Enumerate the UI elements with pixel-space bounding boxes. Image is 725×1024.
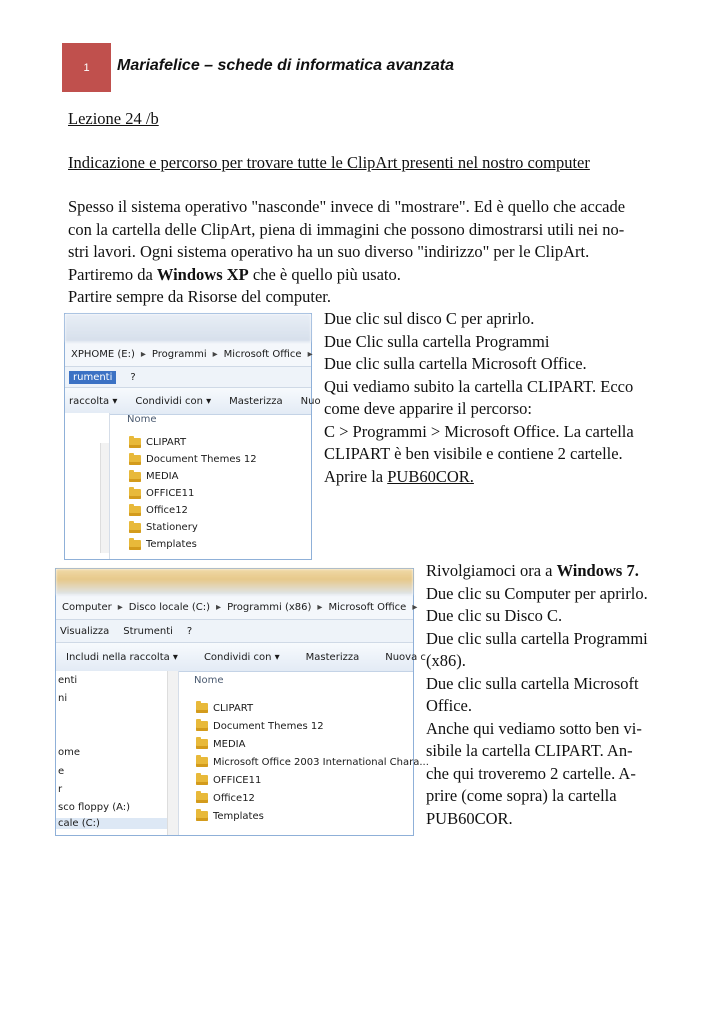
folder-label: CLIPART [146, 437, 187, 448]
folder-icon [129, 455, 141, 465]
intro-line: stri lavori. Ogni sistema operativo ha un suo diverso "indirizzo" per le ClipArt. [68, 242, 590, 261]
folder-item[interactable] [129, 451, 257, 468]
document-header-title: Mariafelice – schede di informatica avanzata [117, 57, 455, 74]
intro-paragraph [68, 196, 658, 309]
instruction-line [324, 466, 654, 489]
folder-icon [196, 775, 208, 785]
instruction-text: Aprire la [324, 466, 388, 486]
folder-label: MEDIA [213, 738, 246, 750]
path-segment: Disco locale (C:) [128, 601, 211, 613]
folder-icon [129, 472, 141, 482]
scrollbar[interactable] [167, 671, 178, 835]
intro-line: Spesso il sistema operativo "nasconde" invece di "mostrare". Ed è quello che accade [68, 197, 626, 216]
instruction-line: sibile la cartella CLIPART. An- [426, 741, 633, 760]
folder-label: Document Themes 12 [146, 454, 257, 465]
title-bar [56, 569, 413, 595]
navigation-pane [65, 413, 110, 559]
nav-item[interactable]: r [58, 784, 63, 795]
menu-visualizza[interactable]: Visualizza [60, 625, 110, 637]
file-list [196, 699, 429, 825]
folder-item[interactable] [196, 789, 429, 807]
nav-item[interactable]: ome [58, 747, 81, 758]
folder-icon [196, 757, 208, 767]
column-header-name[interactable]: Nome [194, 675, 224, 686]
folder-label: Templates [213, 810, 264, 822]
menu-help[interactable]: ? [186, 625, 193, 637]
burn-button[interactable]: Masterizza [229, 395, 283, 407]
folder-label: Stationery [146, 522, 198, 533]
instruction-line: Due clic sul disco C per aprirlo. [324, 309, 535, 328]
nav-item[interactable]: sco floppy (A:) [58, 802, 131, 813]
lesson-subtitle: Indicazione e percorso per trovare tutte le ClipArt presenti nel nostro computer [68, 153, 590, 172]
folder-icon [196, 739, 208, 749]
folder-icon [129, 489, 141, 499]
instruction-text: Rivolgiamoci ora a [426, 561, 557, 580]
folder-label: Office12 [213, 792, 255, 804]
instruction-line: come deve apparire il percorso: [324, 399, 532, 418]
navigation-pane [56, 671, 179, 835]
instruction-line: C > Programmi > Microsoft Office. La cartella [324, 421, 634, 441]
folder-label: MEDIA [146, 471, 179, 482]
folder-item[interactable] [129, 434, 257, 451]
instruction-line: CLIPART è ben visibile e contiene 2 cartelle. [324, 444, 623, 463]
menu-strumenti[interactable]: Strumenti [123, 625, 173, 637]
folder-icon [129, 523, 141, 533]
folder-item[interactable] [129, 536, 257, 553]
menu-bar [65, 367, 311, 388]
instruction-line: prire (come sopra) la cartella [426, 786, 617, 805]
instruction-line: Due clic sulla cartella Programmi [426, 628, 648, 648]
instruction-line: che qui troveremo 2 cartelle. A- [426, 763, 636, 783]
folder-item[interactable] [196, 771, 429, 789]
folder-item[interactable] [129, 519, 257, 536]
xp-instructions [324, 308, 654, 488]
instruction-line: Office. [426, 696, 472, 715]
folder-item[interactable] [196, 753, 429, 771]
instruction-line: PUB60COR. [426, 808, 513, 828]
page-number: 1 [83, 61, 90, 74]
intro-line: con la cartella delle ClipArt, piena di immagini che possono dimostrarsi utili nei no- [68, 219, 625, 239]
xp-explorer-screenshot [64, 313, 321, 560]
new-folder-button[interactable]: Nuova c [385, 651, 426, 663]
instruction-line: Due clic su Disco C. [426, 606, 563, 625]
instruction-line: Due clic su Computer per aprirlo. [426, 583, 648, 603]
nav-item[interactable]: ni [58, 693, 68, 704]
lesson-title: Lezione 24 /b [68, 109, 159, 128]
windows-7-bold: Windows 7. [556, 561, 639, 580]
instruction-line: Due Clic sulla cartella Programmi [324, 331, 550, 351]
folder-icon [129, 540, 141, 550]
intro-line [68, 264, 658, 287]
folder-label: Templates [146, 539, 197, 550]
folder-item[interactable] [196, 699, 429, 717]
address-bar: XPHOME (E:) ▸ Programmi ▸ Microsoft Office ▸ [65, 342, 311, 367]
path-segment: Programmi [151, 348, 207, 360]
folder-label: Microsoft Office 2003 International Chara... [213, 756, 429, 768]
path-segment: XPHOME (E:) [71, 348, 135, 360]
folder-label: CLIPART [213, 702, 254, 714]
share-button[interactable]: Condividi con ▾ [135, 395, 212, 407]
path-segment: Programmi (x86) [227, 601, 312, 613]
folder-icon [129, 506, 141, 516]
intro-line: Partire sempre da Risorse del computer. [68, 287, 332, 306]
folder-item[interactable] [129, 502, 257, 519]
toolbar [65, 388, 321, 415]
instruction-line [426, 560, 662, 583]
folder-icon [196, 703, 208, 713]
folder-item[interactable] [196, 717, 429, 735]
instruction-line: (x86). [426, 651, 466, 670]
nav-item[interactable]: e [58, 766, 65, 777]
nav-item[interactable]: enti [58, 675, 78, 686]
folder-item[interactable] [129, 485, 257, 502]
path-segment: Microsoft Office [223, 348, 302, 360]
scrollbar[interactable] [100, 443, 109, 553]
menu-help[interactable]: ? [130, 371, 136, 383]
folder-item[interactable] [196, 735, 429, 753]
address-bar: Computer ▸ Disco locale (C:) ▸ Programmi (x86) ▸ Microsoft Office ▸ [56, 595, 413, 620]
menu-strumenti[interactable]: rumenti [69, 371, 116, 384]
folder-label: OFFICE11 [213, 774, 262, 786]
win7-instructions [426, 560, 662, 830]
page-number-badge [62, 43, 111, 92]
intro-text: che è quello più usato. [248, 264, 401, 284]
instruction-line: Due clic sulla cartella Microsoft [426, 673, 639, 693]
folder-icon [196, 811, 208, 821]
intro-text: Partiremo da [68, 264, 157, 284]
new-folder-button[interactable]: Nuo [300, 395, 321, 407]
share-button[interactable]: Condividi con ▾ [203, 651, 280, 663]
library-button[interactable]: Includi nella raccolta ▾ [66, 651, 178, 663]
folder-icon [196, 793, 208, 803]
instruction-line: Due clic sulla cartella Microsoft Office. [324, 354, 587, 373]
column-header-name[interactable]: Nome [127, 414, 157, 425]
path-segment: Computer [62, 601, 112, 613]
nav-item-selected[interactable]: cale (C:) [56, 818, 168, 829]
path-segment: Microsoft Office [328, 601, 407, 613]
burn-button[interactable]: Masterizza [305, 651, 360, 663]
instruction-line: Qui vediamo subito la cartella CLIPART. Ecco [324, 376, 634, 396]
win7-explorer-screenshot [55, 568, 429, 836]
menu-bar [56, 620, 413, 643]
title-bar [65, 314, 311, 342]
folder-icon [129, 438, 141, 448]
folder-item[interactable] [129, 468, 257, 485]
file-list [129, 434, 257, 553]
library-button[interactable]: raccolta ▾ [69, 395, 118, 407]
folder-label: Document Themes 12 [213, 720, 324, 732]
folder-item[interactable] [196, 807, 429, 825]
folder-label: OFFICE11 [146, 488, 195, 499]
windows-xp-bold: Windows XP [156, 264, 249, 284]
instruction-line: Anche qui vediamo sotto ben vi- [426, 718, 642, 738]
pub60cor-folder-name: PUB60COR. [387, 466, 474, 486]
toolbar [56, 643, 426, 672]
folder-label: Office12 [146, 505, 188, 516]
folder-icon [196, 721, 208, 731]
